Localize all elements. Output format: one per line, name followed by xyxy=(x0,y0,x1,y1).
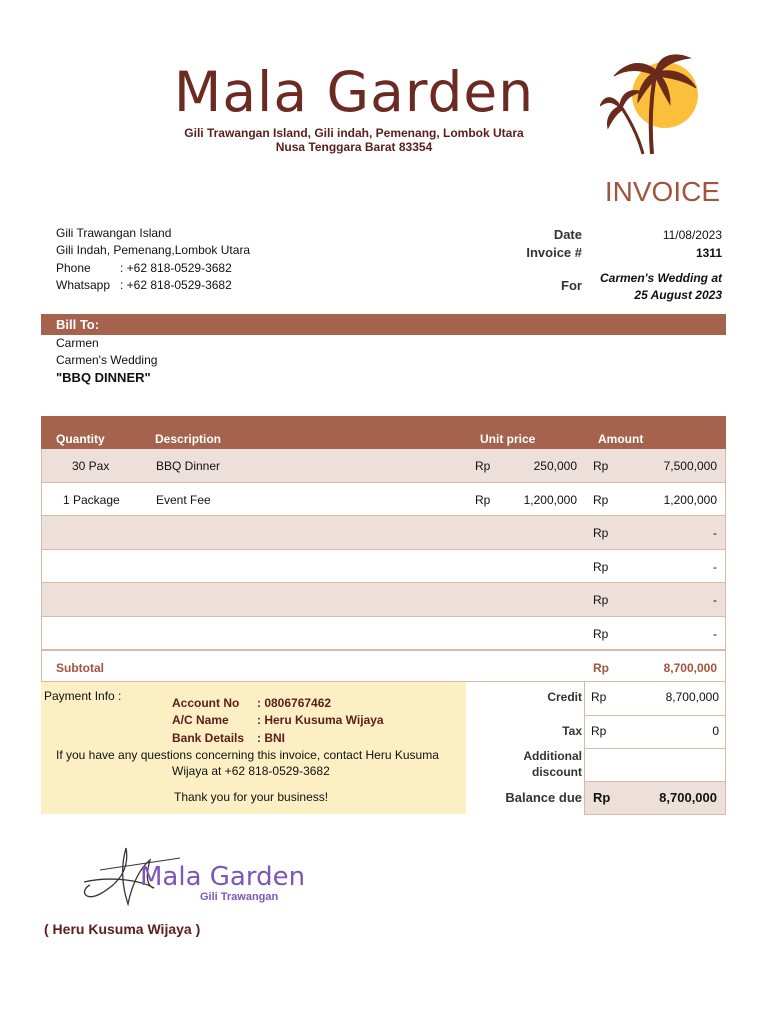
row-amount: - xyxy=(713,593,717,607)
subtotal-row xyxy=(41,650,726,682)
stamp-brand: Mala Garden xyxy=(140,862,306,892)
for-line-1: Carmen's Wedding at xyxy=(600,271,722,285)
bank-value: : BNI xyxy=(257,731,285,745)
row-desc: Event Fee xyxy=(156,492,211,507)
row-amount-currency: Rp xyxy=(593,559,609,574)
bank-label: Bank Details xyxy=(172,731,245,745)
thanks-text: Thank you for your business! xyxy=(174,790,329,804)
row-amount: - xyxy=(713,526,717,540)
address-line-1: Gili Trawangan Island, Gili indah, Pemenang, Lombok Utara xyxy=(184,126,524,140)
tax-cell xyxy=(584,716,726,749)
phone-label: Phone xyxy=(56,261,91,275)
bill-to-header: Bill To: xyxy=(41,314,726,335)
row-amount-currency: Rp xyxy=(593,526,609,540)
discount-label-line-1: Additional xyxy=(523,749,582,763)
col-quantity: Quantity xyxy=(56,432,105,446)
subtotal-label: Subtotal xyxy=(56,661,104,675)
invoice-number-label: Invoice # xyxy=(526,245,582,260)
for-label: For xyxy=(561,278,582,293)
balance-due-label: Balance due xyxy=(505,790,582,805)
balance-value: 8,700,000 xyxy=(659,790,717,805)
tax-value: 0 xyxy=(712,724,719,738)
stamp-sub: Gili Trawangan xyxy=(200,891,279,903)
payment-info-label: Payment Info : xyxy=(44,689,122,703)
table-header xyxy=(41,416,726,449)
account-no-label: Account No xyxy=(172,696,240,710)
sender-phone xyxy=(56,260,232,278)
row-unit-price: 250,000 xyxy=(533,459,577,473)
date-label: Date xyxy=(553,227,582,242)
row-amount-currency: Rp xyxy=(593,593,609,607)
table-row xyxy=(41,483,726,517)
row-desc: BBQ Dinner xyxy=(156,459,221,473)
col-unit-price: Unit price xyxy=(480,432,536,446)
row-unit-price: 1,200,000 xyxy=(523,492,577,507)
table-row xyxy=(41,617,726,651)
row-qty: 30 Pax xyxy=(72,459,110,473)
col-amount: Amount xyxy=(598,432,644,446)
for-value xyxy=(582,270,722,304)
row-amount-currency: Rp xyxy=(593,459,609,473)
discount-label xyxy=(523,748,582,780)
table-row xyxy=(41,583,726,617)
row-currency: Rp xyxy=(475,492,491,507)
credit-label: Credit xyxy=(547,690,582,704)
subtotal-currency: Rp xyxy=(593,661,609,675)
row-amount: 7,500,000 xyxy=(663,459,717,473)
balance-due-cell xyxy=(584,782,726,815)
phone-value: : +62 818-0529-3682 xyxy=(120,261,232,275)
row-amount: - xyxy=(713,559,717,574)
address-line-2: Nusa Tenggara Barat 83354 xyxy=(275,140,433,154)
sender-whatsapp xyxy=(56,277,232,295)
row-amount-currency: Rp xyxy=(593,492,609,507)
table-row xyxy=(41,449,726,483)
sender-address-line-2: Gili Indah, Pemenang,Lombok Utara xyxy=(56,243,251,257)
ac-name-value: : Heru Kusuma Wijaya xyxy=(257,713,384,727)
date-value: 11/08/2023 xyxy=(662,228,722,242)
row-amount-currency: Rp xyxy=(593,626,609,641)
signature-stamp xyxy=(70,830,340,915)
discount-cell xyxy=(584,749,726,782)
credit-cell xyxy=(584,682,726,716)
whatsapp-value: : +62 818-0529-3682 xyxy=(120,278,232,292)
for-line-2: 25 August 2023 xyxy=(634,288,722,302)
bill-to-item: "BBQ DINNER" xyxy=(56,370,151,385)
bill-to-name: Carmen xyxy=(56,336,99,350)
brand-logo-text: Mala Garden xyxy=(173,60,535,124)
ac-name-label: A/C Name xyxy=(172,713,229,727)
question-line-2: Wijaya at +62 818-0529-3682 xyxy=(172,764,330,778)
invoice-number-value: 1311 xyxy=(695,246,722,260)
table-row xyxy=(41,516,726,550)
credit-currency: Rp xyxy=(591,690,607,704)
payment-info-box xyxy=(41,682,466,814)
tax-label: Tax xyxy=(562,724,582,738)
bill-to-event: Carmen's Wedding xyxy=(56,353,158,367)
discount-label-line-2: discount xyxy=(532,765,582,779)
whatsapp-label: Whatsapp xyxy=(56,278,111,292)
subtotal-value: 8,700,000 xyxy=(663,661,717,675)
sender-address-line-1: Gili Trawangan Island xyxy=(56,226,172,240)
table-row xyxy=(41,550,726,584)
question-line-1: If you have any questions concerning this invoice, contact Heru Kusuma xyxy=(56,748,439,762)
palm-tree-logo-icon xyxy=(600,50,710,160)
tax-currency: Rp xyxy=(591,724,607,738)
row-currency: Rp xyxy=(475,459,491,473)
account-no-value: : 0806767462 xyxy=(257,696,332,710)
row-amount: 1,200,000 xyxy=(663,492,717,507)
row-amount: - xyxy=(713,626,717,641)
invoice-title: INVOICE xyxy=(604,176,720,207)
col-description: Description xyxy=(155,432,222,446)
balance-currency: Rp xyxy=(593,790,611,805)
credit-value: 8,700,000 xyxy=(665,690,719,704)
signer-name: ( Heru Kusuma Wijaya ) xyxy=(44,921,201,937)
row-qty: 1 Package xyxy=(63,492,120,507)
